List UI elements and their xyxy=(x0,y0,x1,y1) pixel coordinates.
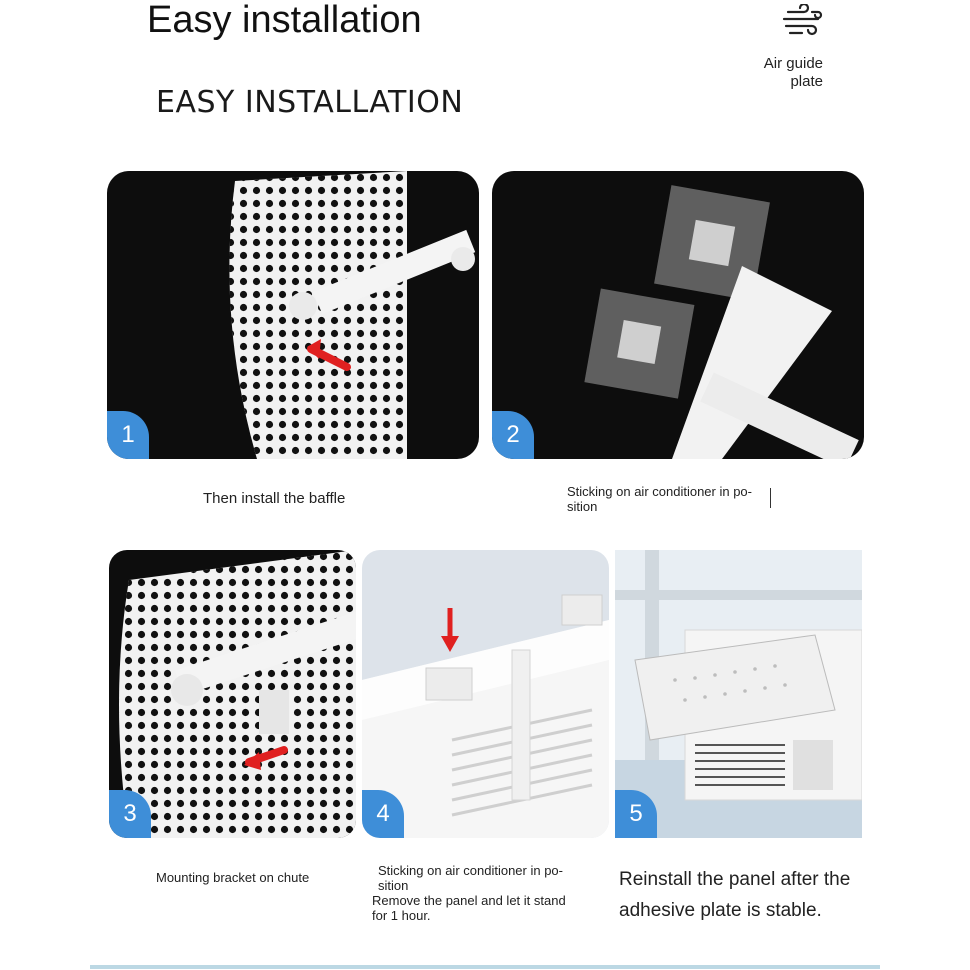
step-1-image xyxy=(107,171,479,459)
step-3-caption: Mounting bracket on chute xyxy=(156,870,310,885)
step-4-image xyxy=(362,550,609,838)
page-subtitle: EASY INSTALLATION xyxy=(156,85,464,120)
step-2-image xyxy=(492,171,864,459)
bottom-divider xyxy=(90,965,880,969)
air-guide-plate-label: Air guide plate xyxy=(763,55,823,90)
step-5-badge: 5 xyxy=(615,790,657,838)
step-4-caption: Sticking on air conditioner in po- sition Remove the panel and let it stand for 1 hour. xyxy=(372,863,566,923)
step-5-caption: Reinstall the panel after the adhesive plate is stable. xyxy=(619,869,851,921)
installed-window-ac-illustration xyxy=(615,550,862,838)
step-5-image xyxy=(615,550,862,838)
step-3-image xyxy=(109,550,356,838)
step-1-badge: 1 xyxy=(107,411,149,459)
perforated-baffle-illustration xyxy=(107,171,479,459)
bracket-on-chute-illustration xyxy=(109,550,356,838)
step-1-caption: Then install the baffle xyxy=(203,490,346,507)
step-4-badge: 4 xyxy=(362,790,404,838)
page-title: Easy installation xyxy=(147,0,422,41)
step-2-caption: Sticking on air conditioner in po- sition xyxy=(567,484,752,514)
ac-unit-side-illustration xyxy=(362,550,609,838)
step-3-badge: 3 xyxy=(109,790,151,838)
adhesive-plates-illustration xyxy=(492,171,864,459)
wind-icon xyxy=(782,4,824,38)
step-2-badge: 2 xyxy=(492,411,534,459)
text-cursor xyxy=(770,488,771,508)
